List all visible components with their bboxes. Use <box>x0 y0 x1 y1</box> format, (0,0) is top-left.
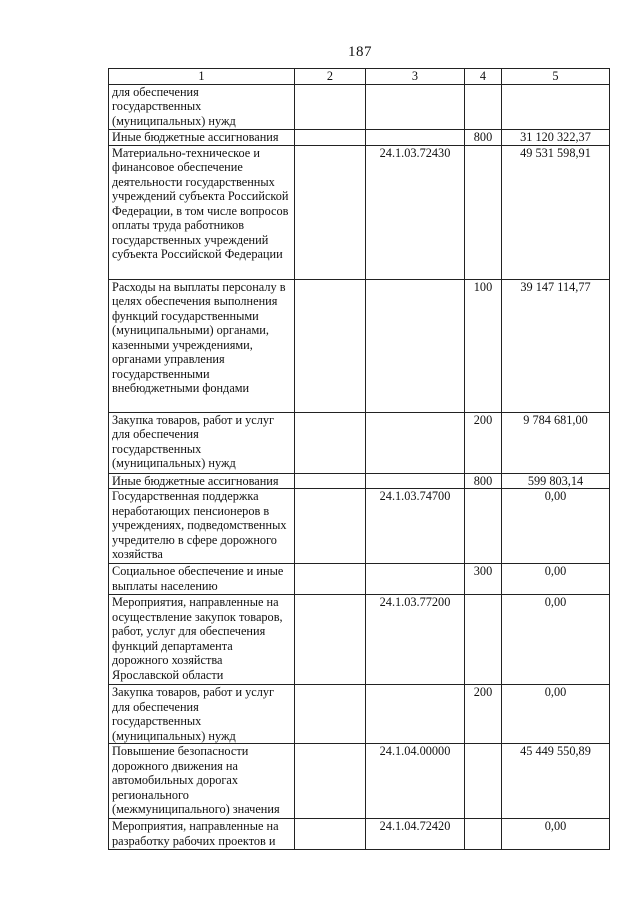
row-kvr-cell: 200 <box>465 412 502 473</box>
row-kvr-cell <box>465 819 502 850</box>
row-col2-cell <box>295 412 366 473</box>
row-kvr-cell <box>465 145 502 279</box>
row-sum-cell: 0,00 <box>502 819 610 850</box>
row-code-cell: 24.1.04.72420 <box>366 819 465 850</box>
row-name-cell: Повышение безопасности дорожного движения на автомобильных дорогах регионального (межмуниципального) значения <box>109 744 295 819</box>
row-kvr-cell: 300 <box>465 564 502 595</box>
row-name-cell: Закупка товаров, работ и услуг для обеспечения государственных (муниципальных) нужд <box>109 685 295 744</box>
table-row <box>109 564 610 595</box>
row-code-cell: 24.1.03.74700 <box>366 489 465 564</box>
row-col2-cell <box>295 489 366 564</box>
row-sum-cell: 49 531 598,91 <box>502 145 610 279</box>
row-col2-cell <box>295 473 366 489</box>
row-name-cell: Мероприятия, направленные на осуществление закупок товаров, работ, услуг для обеспечения функций департамента дорожного хозяйства Ярославской области <box>109 595 295 685</box>
row-col2-cell <box>295 819 366 850</box>
row-name-cell: Иные бюджетные ассигнования <box>109 473 295 489</box>
row-kvr-cell: 100 <box>465 279 502 412</box>
row-code-cell: 24.1.03.77200 <box>366 595 465 685</box>
row-sum-cell: 599 803,14 <box>502 473 610 489</box>
row-sum-cell: 39 147 114,77 <box>502 279 610 412</box>
row-col2-cell <box>295 129 366 145</box>
row-sum-cell: 0,00 <box>502 595 610 685</box>
row-name-cell: Мероприятия, направленные на разработку рабочих проектов и <box>109 819 295 850</box>
row-sum-cell: 0,00 <box>502 564 610 595</box>
table-row <box>109 279 610 412</box>
row-kvr-cell <box>465 595 502 685</box>
row-kvr-cell <box>465 84 502 129</box>
row-kvr-cell: 800 <box>465 129 502 145</box>
row-sum-cell: 31 120 322,37 <box>502 129 610 145</box>
row-code-cell: 24.1.03.72430 <box>366 145 465 279</box>
row-col2-cell <box>295 564 366 595</box>
table-row <box>109 489 610 564</box>
row-code-cell: 24.1.04.00000 <box>366 744 465 819</box>
row-name-cell: Материально-техническое и финансовое обеспечение деятельности государственных учреждений субъекта Российской Федерации, в том числе вопросов оплаты труда работников государственных учреждений субъекта Российской Федерации <box>109 145 295 279</box>
row-kvr-cell: 200 <box>465 685 502 744</box>
row-kvr-cell <box>465 489 502 564</box>
table-row <box>109 744 610 819</box>
row-col2-cell <box>295 279 366 412</box>
row-name-cell: Социальное обеспечение и иные выплаты населению <box>109 564 295 595</box>
header-col-5: 5 <box>502 69 610 85</box>
row-col2-cell <box>295 595 366 685</box>
header-col-4: 4 <box>465 69 502 85</box>
row-sum-cell <box>502 84 610 129</box>
table-row <box>109 819 610 850</box>
row-kvr-cell <box>465 744 502 819</box>
row-col2-cell <box>295 145 366 279</box>
row-col2-cell <box>295 685 366 744</box>
row-code-cell <box>366 685 465 744</box>
table-body <box>109 84 610 850</box>
header-col-3: 3 <box>366 69 465 85</box>
row-kvr-cell: 800 <box>465 473 502 489</box>
row-name-cell: Закупка товаров, работ и услуг для обеспечения государственных (муниципальных) нужд <box>109 412 295 473</box>
row-col2-cell <box>295 84 366 129</box>
table-row <box>109 145 610 279</box>
row-col2-cell <box>295 744 366 819</box>
header-col-2: 2 <box>295 69 366 85</box>
row-sum-cell: 0,00 <box>502 489 610 564</box>
row-sum-cell: 0,00 <box>502 685 610 744</box>
page-number: 187 <box>348 44 372 60</box>
row-code-cell <box>366 473 465 489</box>
row-sum-cell: 45 449 550,89 <box>502 744 610 819</box>
table-header-row <box>109 69 610 85</box>
table-row <box>109 473 610 489</box>
row-code-cell <box>366 279 465 412</box>
table-row <box>109 84 610 129</box>
table-row <box>109 595 610 685</box>
row-name-cell: для обеспечения государственных (муниципальных) нужд <box>109 84 295 129</box>
row-name-cell: Иные бюджетные ассигнования <box>109 129 295 145</box>
row-code-cell <box>366 564 465 595</box>
row-code-cell <box>366 412 465 473</box>
table-row <box>109 129 610 145</box>
row-code-cell <box>366 129 465 145</box>
header-col-1: 1 <box>109 69 295 85</box>
row-name-cell: Государственная поддержка неработающих пенсионеров в учреждениях, подведомственных учредителю в сфере дорожного хозяйства <box>109 489 295 564</box>
table-row <box>109 685 610 744</box>
budget-table <box>108 68 610 850</box>
row-code-cell <box>366 84 465 129</box>
row-sum-cell: 9 784 681,00 <box>502 412 610 473</box>
table-row <box>109 412 610 473</box>
row-name-cell: Расходы на выплаты персоналу в целях обеспечения выполнения функций государственными (муниципальными) органами, казенными учреждениями, органами управления государственными внебюджетными фондами <box>109 279 295 412</box>
